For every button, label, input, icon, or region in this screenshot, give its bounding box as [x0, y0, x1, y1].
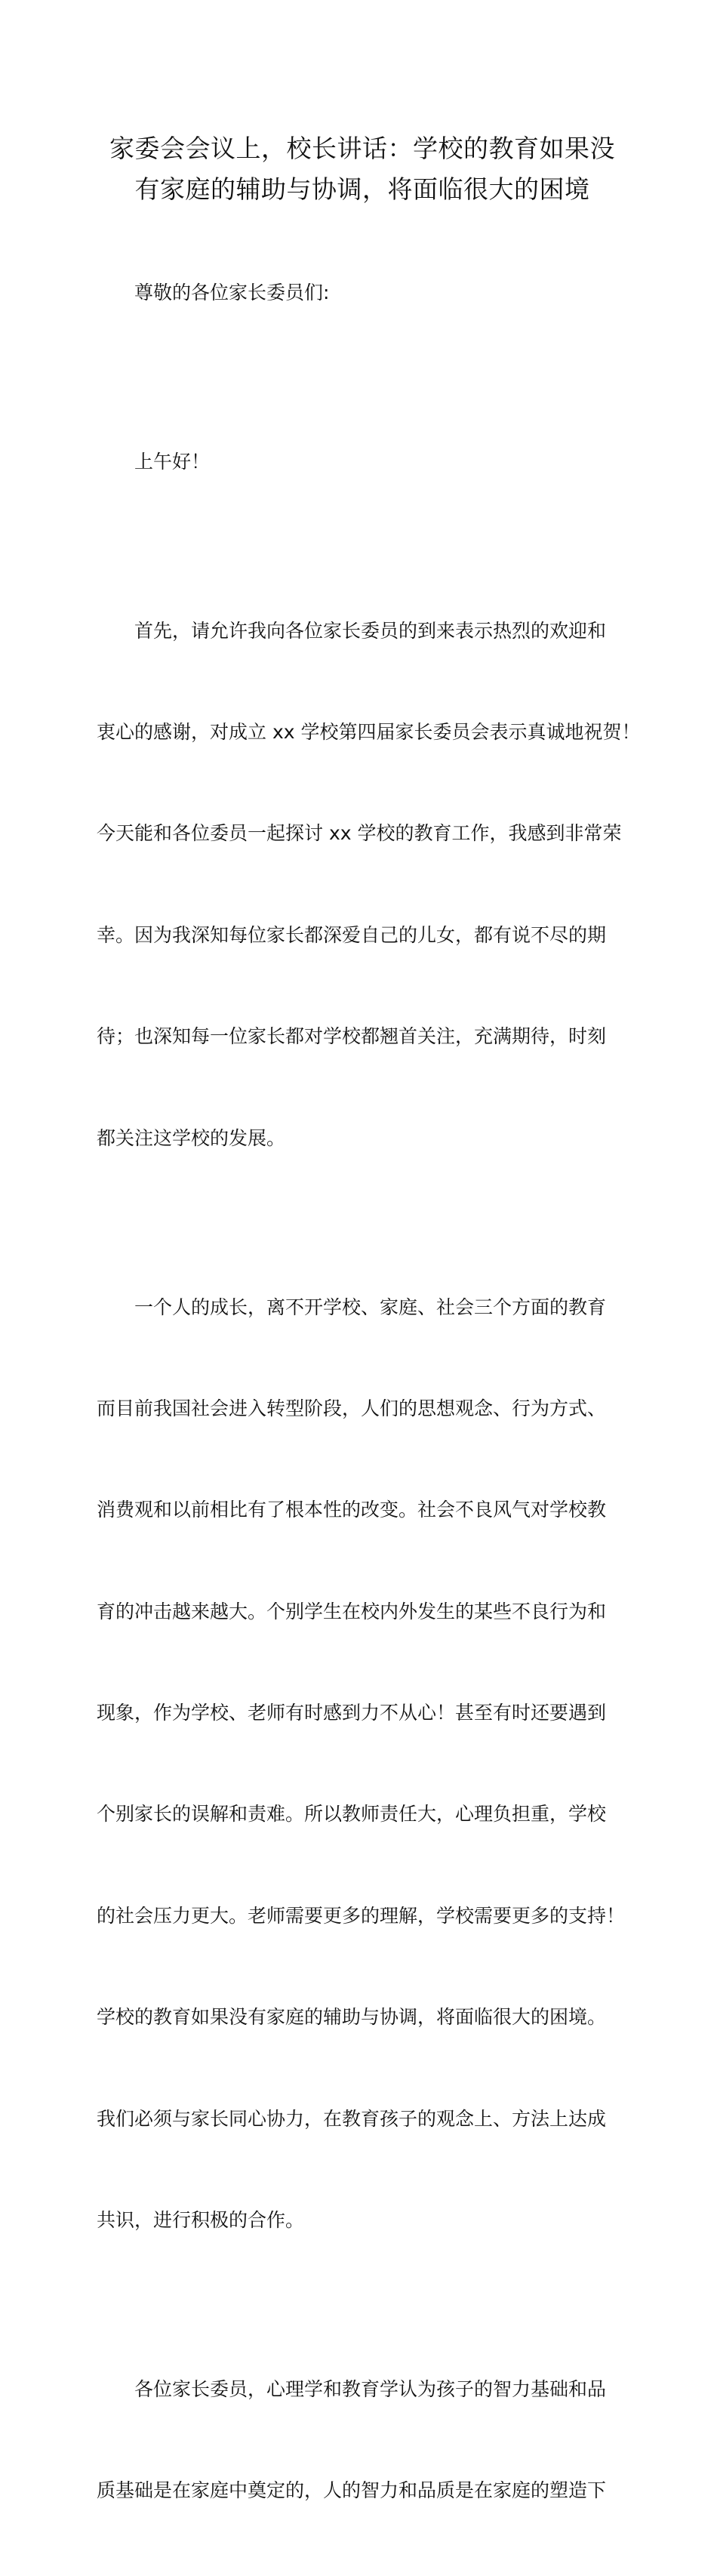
text-line: 共识，进行积极的合作。: [97, 2209, 305, 2232]
text-line: 消费观和以前相比有了根本性的改变。社会不良风气对学校教: [97, 1499, 607, 1521]
title-line: 有家庭的辅助与协调，将面临很大的困境: [134, 174, 590, 204]
text-line: 质基础是在家庭中奠定的，人的智力和品质是在家庭的塑造下: [97, 2479, 607, 2502]
text-line: 今天能和各位委员一起探讨 xx 学校的教育工作，我感到非常荣: [97, 822, 622, 845]
text-line: 个别家长的误解和责难。所以教师责任大，心理负担重，学校: [97, 1803, 607, 1826]
text-line: 衷心的感谢，对成立 xx 学校第四届家长委员会表示真诚地祝贺！: [97, 720, 641, 743]
text-line: 各位家长委员，心理学和教育学认为孩子的智力基础和品: [134, 2378, 607, 2400]
text-line: 的社会压力更大。老师需要更多的理解，学校需要更多的支持！: [97, 1904, 626, 1927]
body-paragraph: [97, 1223, 628, 2306]
title-line: 家委会会议上，校长讲话：学校的教育如果没: [109, 134, 615, 163]
document-title: [75, 128, 649, 210]
text-line: 而目前我国社会进入转型阶段，人们的思想观念、行为方式、: [97, 1397, 607, 1419]
greeting-paragraph: [97, 377, 628, 547]
text-line: 学校的教育如果没有家庭的辅助与协调，将面临很大的困境。: [97, 2006, 607, 2029]
body-paragraph: [97, 547, 641, 1223]
text-line: 育的冲击越来越大。个别学生在校内外发生的某些不良行为和: [97, 1600, 607, 1622]
text-line: 都关注这学校的发展。: [97, 1126, 286, 1149]
text-line: 上午好！: [134, 450, 211, 473]
text-line: 尊敬的各位家长委员们:: [134, 281, 330, 304]
text-line: 我们必须与家长同心协力，在教育孩子的观念上、方法上达成: [97, 2107, 607, 2130]
text-line: 幸。因为我深知每位家长都深爱自己的儿女，都有说不尽的期: [97, 923, 607, 946]
document-body: [97, 208, 641, 2576]
text-line: 现象，作为学校、老师有时感到力不从心！甚至有时还要遇到: [97, 1702, 607, 1724]
text-line: 首先，请允许我向各位家长委员的到来表示热烈的欢迎和: [134, 619, 607, 642]
text-line: 一个人的成长，离不开学校、家庭、社会三个方面的教育: [134, 1296, 607, 1318]
body-paragraph: [97, 2305, 628, 2575]
salutation-paragraph: [97, 208, 628, 377]
text-line: 待；也深知每一位家长都对学校都翘首关注，充满期待，时刻: [97, 1025, 607, 1048]
